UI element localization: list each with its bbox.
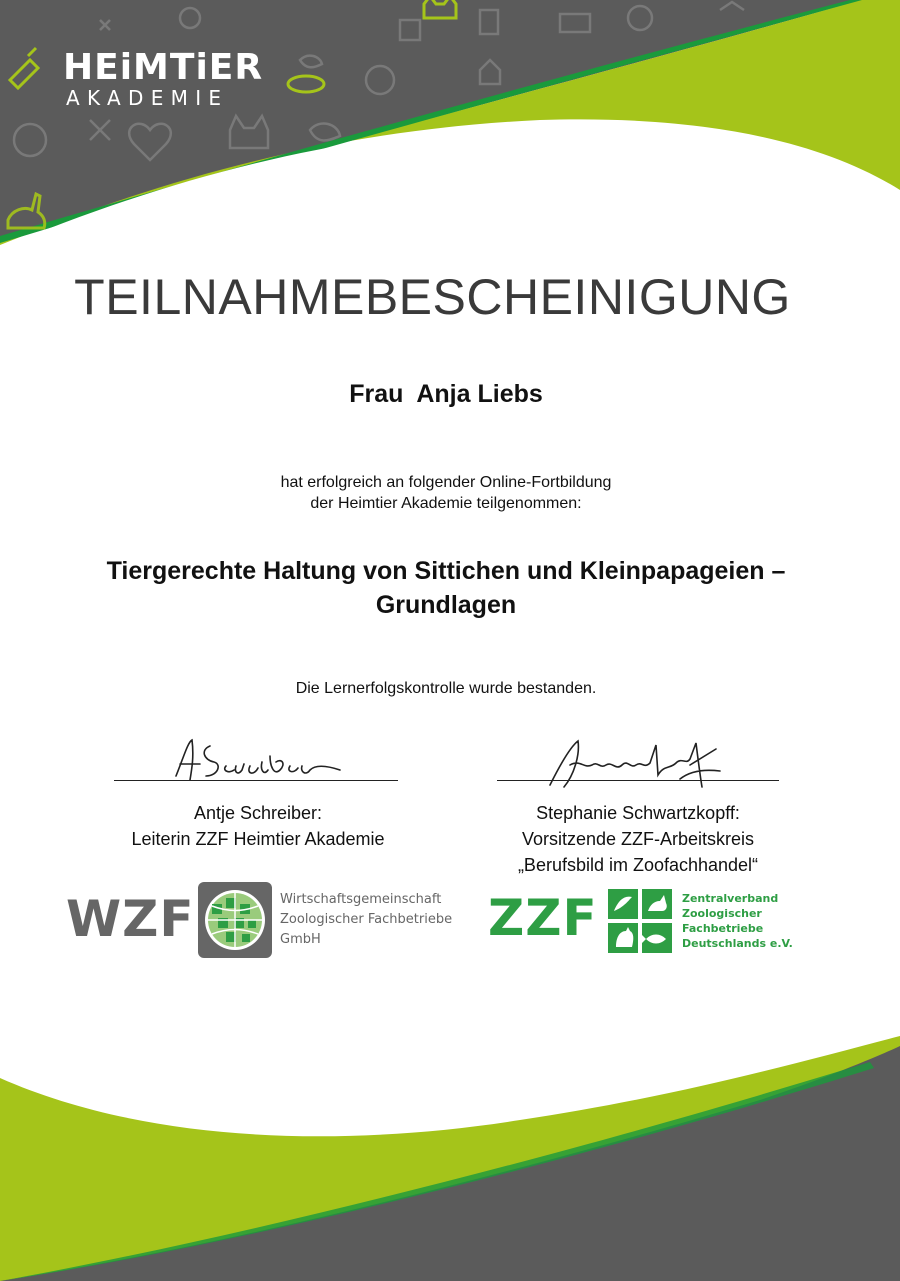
- signer-right-role1: Vorsitzende ZZF-Arbeitskreis: [521, 829, 755, 849]
- signer-left: [90, 800, 426, 852]
- course-line2: Grundlagen: [375, 591, 517, 619]
- zzf-line1: Zentralverband: [682, 892, 779, 905]
- certificate-title: TEILNAHMEBESCHEINIGUNG: [74, 269, 791, 325]
- zzf-abbr: ZZF: [488, 889, 598, 947]
- wzf-text: [280, 890, 452, 950]
- zzf-line3: Fachbetriebe: [682, 922, 764, 935]
- wzf-line3: GmbH: [280, 932, 321, 947]
- zzf-logo: [488, 885, 808, 957]
- signer-left-name: Antje Schreiber:: [193, 803, 323, 823]
- course-line1: Tiergerechte Haltung von Sittichen und Kleinpapageien –: [106, 557, 786, 585]
- course-title: [60, 554, 832, 622]
- intro-line2: der Heimtier Akademie teilgenommen:: [310, 495, 582, 512]
- wzf-logo: [66, 880, 466, 962]
- animals-icon: [608, 889, 672, 953]
- logo-line2: AKADEMIE: [66, 86, 229, 110]
- signer-right-name: Stephanie Schwartzkopff:: [536, 803, 740, 823]
- result-text: Die Lernerfolgskontrolle wurde bestanden.: [295, 680, 597, 697]
- signature-image-schwartzkopff: [540, 735, 730, 795]
- globe-icon: [198, 882, 272, 958]
- signature-line-left: [114, 780, 398, 781]
- intro-line1: hat erfolgreich an folgender Online-Fortbildung: [280, 474, 612, 491]
- zzf-line2: Zoologischer: [682, 907, 762, 920]
- signer-right-role2: „Berufsbild im Zoofachhandel“: [517, 855, 759, 875]
- zzf-line4: Deutschlands e.V.: [682, 937, 793, 950]
- signature-image-schreiber: [170, 736, 360, 786]
- intro-text: [0, 472, 892, 514]
- logo-line1: HEiMTiER: [63, 47, 264, 88]
- zzf-text: [682, 891, 793, 951]
- signer-right: [470, 800, 806, 878]
- recipient-name: Frau Anja Liebs: [349, 380, 543, 408]
- signature-line-right: [497, 780, 779, 781]
- wzf-line1: Wirtschaftsgemeinschaft: [280, 892, 442, 907]
- signer-left-role: Leiterin ZZF Heimtier Akademie: [131, 829, 385, 849]
- wzf-abbr: WZF: [66, 890, 195, 948]
- heimtier-akademie-logo: [63, 48, 263, 108]
- wzf-line2: Zoologischer Fachbetriebe: [280, 912, 453, 927]
